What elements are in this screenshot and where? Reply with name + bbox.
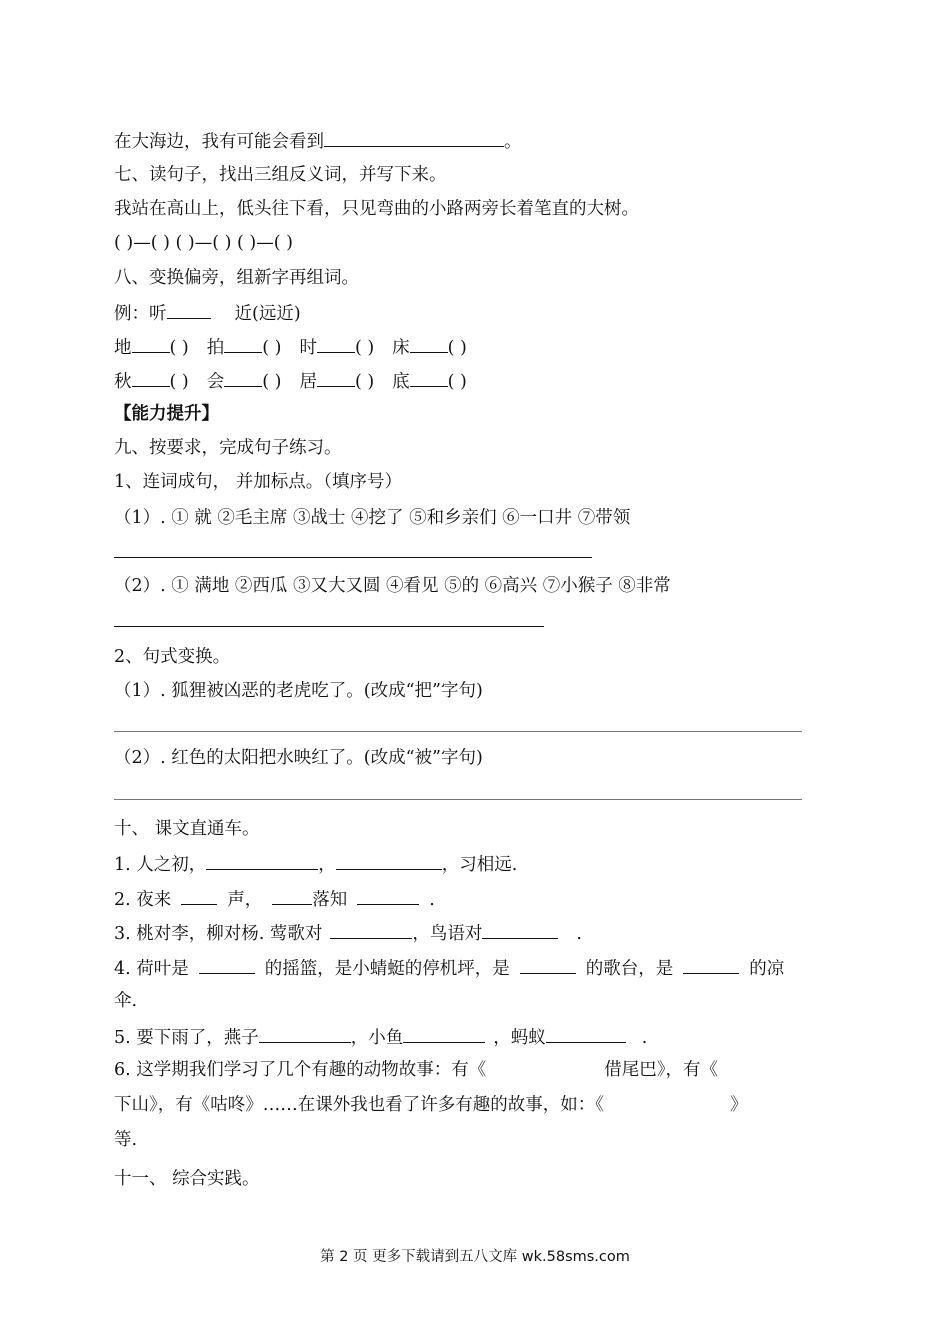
answer-blank[interactable]	[482, 920, 558, 939]
answer-line[interactable]	[114, 557, 592, 558]
q8-row-2	[114, 368, 467, 394]
q8-paren[interactable]: ( )	[354, 338, 375, 358]
q10-5-end: .	[641, 1028, 648, 1048]
q8-paren[interactable]: ( )	[169, 338, 189, 358]
q8-title: 八、变换偏旁，组新字再组词。	[114, 268, 359, 288]
q10-3-text: ，鸟语对	[412, 924, 483, 944]
q10-5-text: ，蚂蚁	[493, 1028, 546, 1048]
q8-char: 秋	[114, 372, 132, 392]
q9-1-b: （2）. ① 满地 ②西瓜 ③又大又圆 ④看见 ⑤的 ⑥高兴 ⑦小猴子 ⑧非常	[114, 576, 671, 596]
q10-6	[114, 1058, 718, 1082]
q7-sentence: 我站在高山上，低头往下看，只见弯曲的小路两旁长着笔直的大树。	[114, 199, 639, 219]
q8-char: 会	[206, 372, 225, 392]
q8-char: 地	[114, 338, 132, 358]
answer-blank[interactable]	[199, 955, 255, 974]
answer-blank[interactable]	[330, 920, 412, 939]
answer-blank[interactable]	[520, 955, 576, 974]
q10-3	[114, 920, 582, 946]
q10-6-end: 等.	[114, 1130, 138, 1150]
q7-title: 七、读句子，找出三组反义词，并写下来。	[114, 165, 447, 185]
q10-4-text: 的凉	[749, 959, 785, 979]
q10-5	[114, 1024, 647, 1050]
q8-row-1	[114, 334, 467, 360]
answer-blank[interactable]	[167, 300, 211, 319]
answer-blank[interactable]	[403, 1024, 485, 1043]
answer-line[interactable]	[114, 731, 802, 732]
q9-2-instruction: 2、句式变换。	[114, 647, 231, 667]
q9-title: 九、按要求，完成句子练习。	[114, 438, 342, 458]
q10-1	[114, 851, 517, 877]
answer-blank[interactable]	[546, 1024, 626, 1043]
answer-blank[interactable]	[317, 334, 355, 353]
answer-blank[interactable]	[357, 886, 419, 905]
answer-blank[interactable]	[324, 128, 504, 147]
q11-title: 十一、 综合实践。	[114, 1169, 260, 1189]
q8-paren[interactable]: ( )	[262, 372, 282, 392]
q8-char: 床	[392, 338, 410, 358]
answer-blank[interactable]	[272, 886, 312, 905]
q10-2-text: 声，	[227, 890, 263, 910]
q10-6-text: 下山》，有《咕咚》……在课外我也看了许多有趣的故事，如：《	[114, 1095, 604, 1115]
answer-blank[interactable]	[224, 334, 262, 353]
q8-char: 拍	[206, 338, 225, 358]
answer-blank[interactable]	[683, 955, 739, 974]
q8-paren[interactable]: ( )	[447, 372, 467, 392]
q10-4-text: 的摇篮，是小蜻蜓的停机坪，是	[264, 959, 510, 979]
q10-5-text: 5. 要下雨了，燕子	[114, 1028, 259, 1048]
q8-char: 时	[299, 338, 317, 358]
q10-6-text: 借尾巴》，有《	[604, 1060, 719, 1080]
answer-blank[interactable]	[224, 368, 262, 387]
answer-blank[interactable]	[410, 368, 448, 387]
answer-blank[interactable]	[132, 368, 170, 387]
q10-5-text: ，小鱼	[350, 1028, 404, 1048]
q10-3-text: 3. 桃对李，柳对杨. 莺歌对	[114, 924, 323, 944]
q8-example-answer: 近(远近)	[234, 304, 301, 324]
q10-4-cont: 伞.	[114, 991, 138, 1011]
line-sea	[114, 128, 522, 154]
answer-blank[interactable]	[259, 1024, 351, 1043]
answer-line[interactable]	[114, 626, 544, 627]
line-sea-end: 。	[504, 132, 522, 152]
q10-1-text: 1. 人之初，	[114, 855, 207, 875]
q10-2	[114, 886, 435, 912]
q10-6-cont	[114, 1093, 748, 1117]
q8-paren[interactable]: ( )	[262, 338, 282, 358]
answer-blank[interactable]	[410, 334, 448, 353]
q10-1-end: ，习相远.	[441, 855, 518, 875]
q10-2-text: 落知	[312, 890, 348, 910]
q8-paren[interactable]: ( )	[354, 372, 375, 392]
q10-4-text: 的歌台，是	[585, 959, 674, 979]
q7-blanks[interactable]: ( )—( ) ( )—( ) ( )—( )	[114, 233, 293, 253]
q9-2-b: （2）. 红色的太阳把水映红了。(改成“被”字句)	[114, 748, 483, 768]
q10-2-text: 2. 夜来	[114, 890, 172, 910]
answer-line[interactable]	[114, 799, 802, 800]
page-footer: 第 2 页 更多下载请到五八文库 wk.58sms.com	[320, 1249, 630, 1265]
q8-example-word: 例：听	[114, 304, 167, 324]
q8-paren[interactable]: ( )	[447, 338, 467, 358]
answer-blank[interactable]	[181, 886, 217, 905]
q10-4-text: 4. 荷叶是	[114, 959, 189, 979]
q10-6-end: 》	[730, 1095, 748, 1115]
q10-3-end: .	[576, 924, 582, 944]
q10-4	[114, 955, 784, 981]
q10-1-comma: ，	[318, 855, 336, 875]
answer-blank[interactable]	[317, 368, 355, 387]
line-sea-text: 在大海边，我有可能会看到	[114, 132, 324, 152]
section-heading: 【能力提升】	[114, 404, 219, 424]
q8-char: 居	[299, 372, 317, 392]
q8-char: 底	[392, 372, 410, 392]
q10-6-text: 6. 这学期我们学习了几个有趣的动物故事：有《	[114, 1060, 487, 1080]
answer-blank[interactable]	[132, 334, 170, 353]
answer-blank[interactable]	[336, 851, 442, 870]
q9-2-a: （1）. 狐狸被凶恶的老虎吃了。(改成“把”字句)	[114, 681, 483, 701]
q8-example	[114, 300, 301, 326]
q9-1-a: （1）. ① 就 ②毛主席 ③战士 ④挖了 ⑤和乡亲们 ⑥一口井 ⑦带领	[114, 508, 631, 528]
q8-paren[interactable]: ( )	[169, 372, 189, 392]
q10-2-end: .	[429, 890, 435, 910]
answer-blank[interactable]	[206, 851, 318, 870]
q9-1-instruction: 1、连词成句， 并加标点。（填序号）	[114, 472, 402, 492]
q10-title: 十、 课文直通车。	[114, 819, 260, 839]
